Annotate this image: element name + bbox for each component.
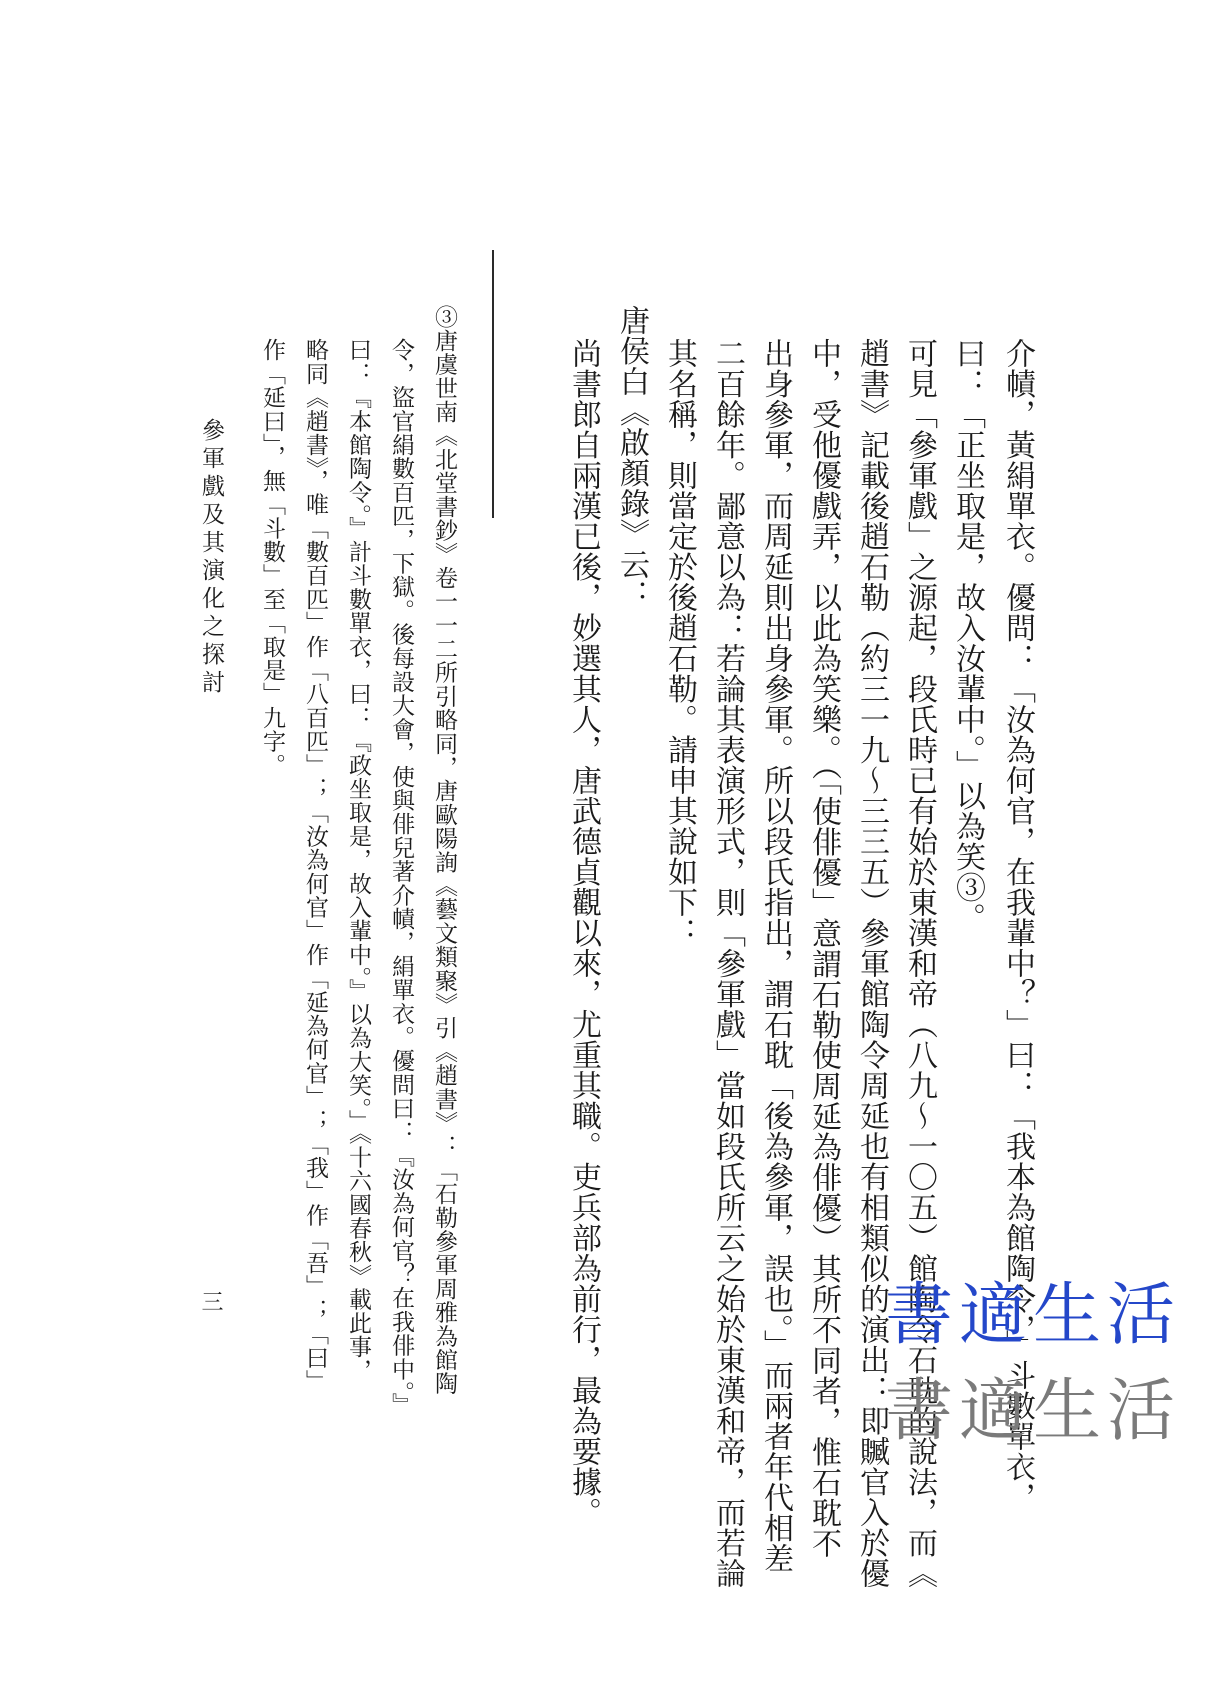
watermark-gray: 書適生活 — [885, 1372, 1182, 1451]
footnote-separator — [492, 250, 494, 518]
body-column-7: 二百餘年。鄙意以為：若論其表演形式，則「參軍戲」當如段氏所云之始於東漢和帝，而若論 — [710, 338, 745, 1589]
body-column-2: 曰：「正坐取是，故入汝輩中。」以為笑③。 — [950, 338, 985, 933]
body-column-3: 可見「參軍戲」之源起，段氏時已有始於東漢和帝（八九～一〇五）館陶令石耽的說法，而《 — [902, 338, 937, 1589]
footnote-column-1: ③唐虞世南《北堂書鈔》卷一一二所引略同，唐歐陽詢《藝文類聚》引《趙書》：「石勒參軍周雅為館陶 — [431, 305, 457, 1396]
body-column-6: 出身參軍，而周延則出身參軍。所以段氏指出，謂石耽「後為參軍，誤也。」而兩者年代相差 — [758, 338, 793, 1574]
body-column-1: 介幘，黃絹單衣。優問：「汝為何官，在我輩中？」曰：「我本為館陶令，」斗數單衣， — [1000, 338, 1035, 1513]
footnote-column-4: 略同《趙書》，唯「數百匹」作「八百匹」；「汝為何官」作「延為何官」；「我」作「吾」；「曰」 — [302, 338, 328, 1393]
footnote-column-2: 令，盜官絹數百匹，下獄。後每設大會，使與俳兒著介幘，絹單衣。優問曰：『汝為何官？在我俳中。』 — [388, 338, 414, 1417]
body-column-4: 趙書》記載後趙石勒（約三一九～三三五）參軍館陶令周延也有相類似的演出：即贓官入於優 — [854, 338, 889, 1589]
quote-intro-column: 唐侯白《啟顏錄》云： — [614, 305, 649, 610]
footnote-column-5: 作「延曰」，無「斗數」至「取是」九字。 — [259, 338, 285, 777]
body-column-8: 其名稱，則當定於後趙石勒。請申其說如下： — [662, 338, 697, 948]
body-column-5: 中，受他優戲弄，以此為笑樂。（「使俳優」意謂石勒使周延為俳優）其所不同者，惟石耽不 — [806, 338, 841, 1559]
watermark-blue: 書適生活 — [885, 1276, 1182, 1355]
running-title: 參軍戲及其演化之探討 — [198, 418, 224, 698]
footnote-column-3: 曰：『本館陶令。』計斗數單衣，曰：『政坐取是，故入輩中。』以為大笑。」《十六國春秋》載此事， — [345, 338, 371, 1383]
page-number: 三 — [198, 1290, 223, 1312]
quote-column: 尚書郎自兩漢已後，妙選其人，唐武德貞觀以來，尤重其職。吏兵部為前行，最為要據。 — [566, 338, 601, 1528]
